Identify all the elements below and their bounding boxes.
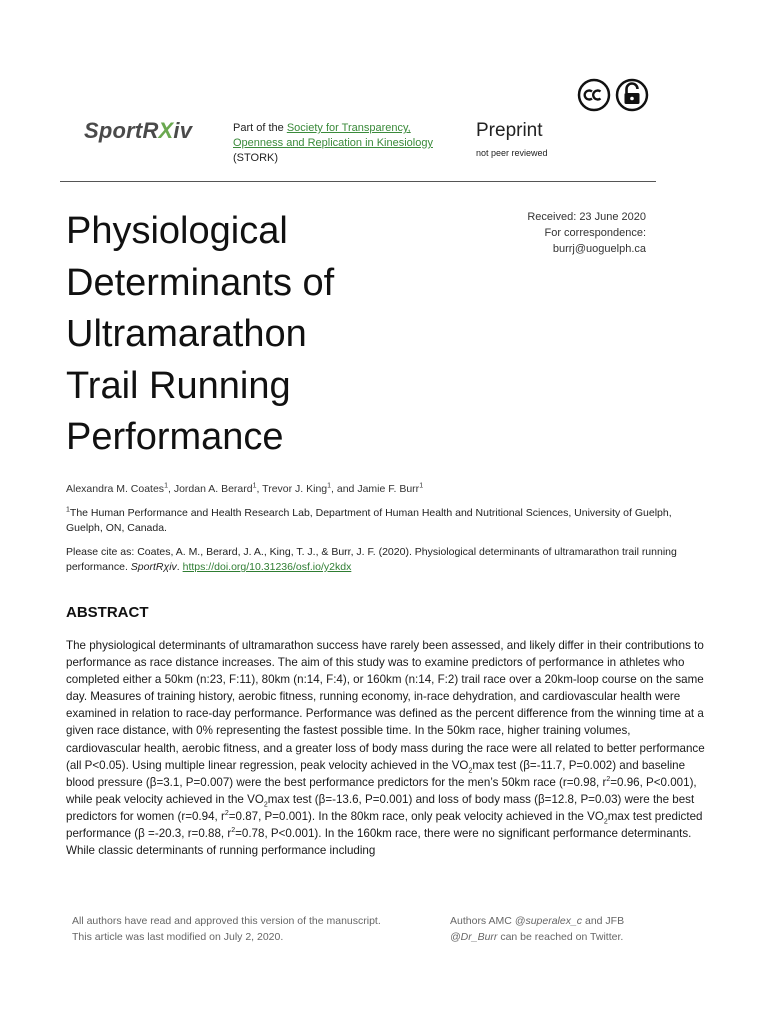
doi-link[interactable]: https://doi.org/10.31236/osf.io/y2kdx xyxy=(182,561,352,573)
logo-x: X xyxy=(158,118,174,143)
citation-journal: SportRχiv xyxy=(130,561,177,573)
superscript: 2 xyxy=(224,810,229,818)
author-separator: , and xyxy=(331,483,358,495)
subscript: 2 xyxy=(263,801,268,809)
author-name: Alexandra M. Coates xyxy=(66,483,165,495)
abstract-heading: ABSTRACT xyxy=(66,604,149,621)
footer-text: Authors AMC xyxy=(450,915,515,927)
correspondence-label: For correspondence: xyxy=(544,227,646,239)
superscript: 2 xyxy=(231,827,236,835)
author-affiliation-mark: 1 xyxy=(252,482,257,490)
author-list xyxy=(66,483,423,495)
abstract-text: max test predicted performance (β =-20.3, r=0.88, r xyxy=(66,809,703,841)
twitter-handle[interactable]: @Dr_Burr xyxy=(450,931,498,943)
correspondence-email[interactable]: burrj@uoguelph.ca xyxy=(552,243,646,255)
logo-text: SportR xyxy=(84,118,159,143)
author-affiliation-mark: 1 xyxy=(419,482,424,490)
submission-meta xyxy=(527,209,646,257)
footer-note xyxy=(72,913,381,945)
author-name: Jamie F. Burr xyxy=(357,483,420,495)
author-separator: , xyxy=(167,483,174,495)
twitter-handle[interactable]: @superalex_c xyxy=(514,915,583,927)
footer-approval: All authors have read and approved this version of the manuscript. xyxy=(72,915,381,927)
citation xyxy=(66,545,716,575)
superscript: 2 xyxy=(606,775,611,783)
author-name: Jordan A. Berard xyxy=(173,483,253,495)
citation-text: Please cite as: Coates, A. M., Berard, J. A., King, T. J., & Burr, J. F. (2020). Physiological determinants of ultramarathon trail running performance. xyxy=(66,546,677,573)
abstract-text: =0.78, P<0.001). In the 160km race, there were no significant performance determinants. While classic determinants of running performance including xyxy=(66,827,692,858)
subscript: 2 xyxy=(603,818,608,826)
footer-modified: This article was last modified on July 2, 2020. xyxy=(72,931,284,943)
abstract-text: max test (β=-13.6, P=0.001) and loss of body mass (β=12.8, P=0.03) were the best predictors for women (r=0.94, r xyxy=(66,792,695,823)
preprint-badge xyxy=(476,120,548,158)
logo-tail: iv xyxy=(173,118,193,143)
author-separator: , xyxy=(256,483,263,495)
preprint-sub: not peer reviewed xyxy=(476,148,548,158)
stork-note xyxy=(233,121,443,166)
footer-text: can be reached on Twitter. xyxy=(497,931,624,943)
cc-icon xyxy=(577,78,611,112)
citation-separator: . xyxy=(176,561,183,573)
affiliation-text: The Human Performance and Health Research Lab, Department of Human Health and Nutritional Sciences, University of Guelph, Guelph, ON, Canada. xyxy=(66,507,672,534)
author-name: Trevor J. King xyxy=(262,483,328,495)
abstract-text: =0.87, P=0.001). In the 80km race, only peak velocity achieved in the VO xyxy=(228,809,604,823)
header-divider xyxy=(60,181,656,182)
stork-prefix: Part of the xyxy=(233,122,287,134)
abstract-text: =0.96, P<0.001), while peak velocity achieved in the VO xyxy=(66,775,697,806)
abstract-text: max test (β=-11.7, P=0.002) and baseline blood pressure (β=3.1, P=0.007) were the best performance predictors for the men’s 50km race (r=0.98, r xyxy=(66,758,686,789)
author-affiliation-mark: 1 xyxy=(327,482,332,490)
affiliation xyxy=(66,506,696,536)
stork-link[interactable]: Society for Transparency, Openness and Replication in Kinesiology xyxy=(233,122,433,149)
paper-title xyxy=(66,206,486,464)
stork-suffix: (STORK) xyxy=(233,152,279,164)
footer-text: and JFB xyxy=(582,915,625,927)
title-line: Physiological xyxy=(66,210,288,252)
subscript: 2 xyxy=(468,766,473,774)
title-line: Trail Running xyxy=(66,364,291,407)
open-access-lock-icon xyxy=(615,78,649,112)
author-affiliation-mark: 1 xyxy=(164,482,168,490)
affiliation-mark: 1 xyxy=(66,506,70,514)
title-line: Determinants of xyxy=(66,261,335,304)
footer-twitter xyxy=(450,913,624,945)
abstract-body xyxy=(66,637,706,859)
preprint-label: Preprint xyxy=(476,120,543,141)
title-line: Performance xyxy=(66,416,284,458)
license-icons xyxy=(577,78,649,112)
received-date: Received: 23 June 2020 xyxy=(527,211,646,223)
title-line: Ultramarathon xyxy=(66,313,307,355)
abstract-text: The physiological determinants of ultramarathon success have rarely been assessed, and likely differ in their contributions to performance as race distance increases. The aim of this study was to examine predictors of performance in athletes who completed either a 50km (n:23, F:11), 80km (n:14, F:4), or 160km (n:14, F:2) trail race over a 20km-loop course on the same day. Measures of training history, aerobic fitness, running economy, in-race dehydration, and cardiovascular health were examined in relation to race-day performance. Performance was defined as the percent difference from the winning time at a given race distance, with 0% representing the fastest possible time. In the 50km race, higher training volumes, cardiovascular health, aerobic fitness, and a greater loss of body mass during the race were all related to better performance (all P<0.05). Using multiple linear regression, peak velocity achieved in the VO xyxy=(66,639,705,772)
sportrxiv-logo xyxy=(84,118,192,144)
